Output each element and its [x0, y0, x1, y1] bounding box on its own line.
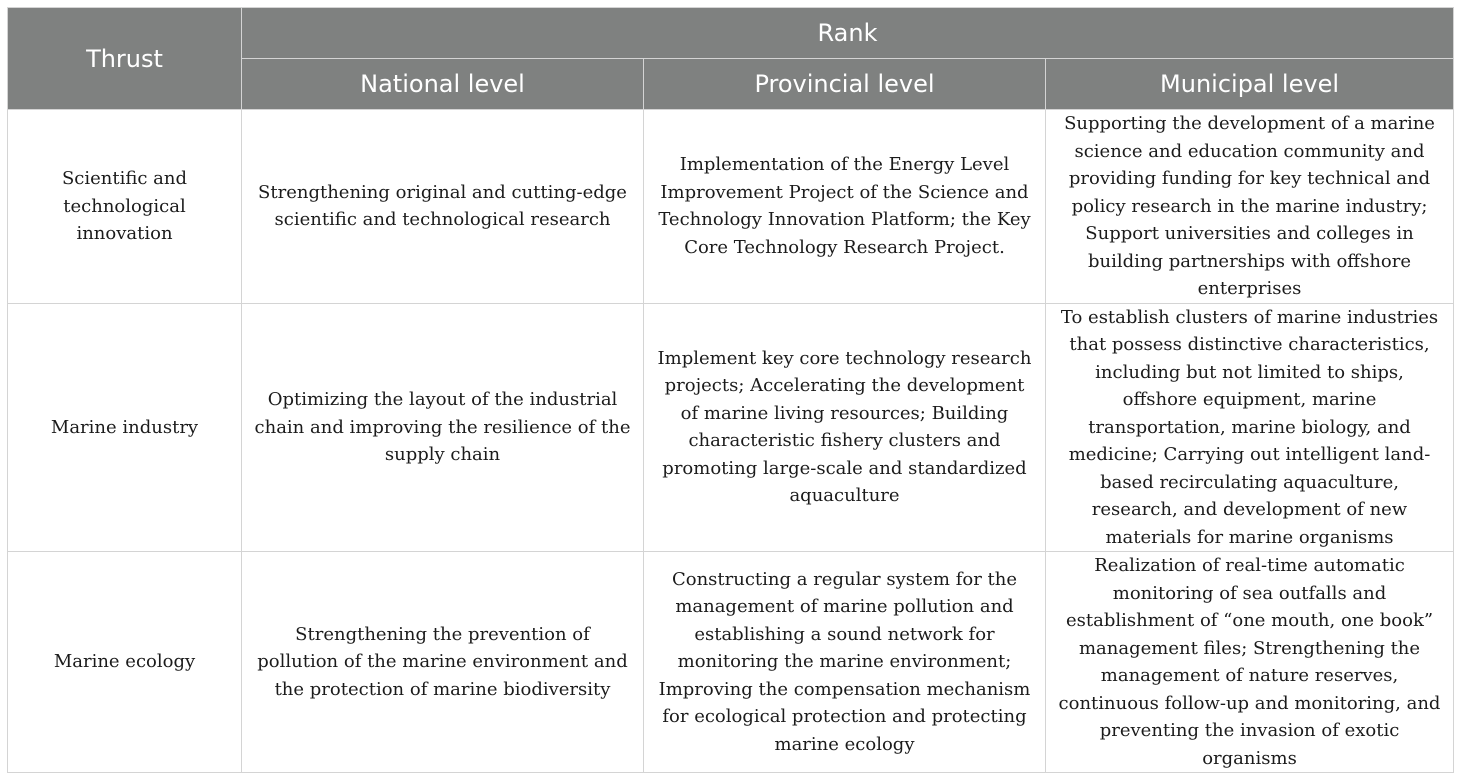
header-provincial-level: Provincial level — [644, 59, 1046, 110]
cell-provincial: Constructing a regular system for the management of marine pollution and establishing a sound network for monitoring the marine environment; Improving the compensation mechanism for ecological protection and protecting marine ecology — [644, 552, 1046, 773]
table-body — [8, 110, 1454, 773]
table-header — [8, 8, 1454, 110]
table-container — [7, 7, 1454, 773]
header-national-level: National level — [242, 59, 644, 110]
header-thrust: Thrust — [8, 8, 242, 110]
header-rank: Rank — [242, 8, 1454, 59]
header-row-top — [8, 8, 1454, 59]
cell-national: Optimizing the layout of the industrial chain and improving the resilience of the supply chain — [242, 303, 644, 552]
cell-municipal: Realization of real-time automatic monitoring of sea outfalls and establishment of “one mouth, one book” management files; Strengthening the management of nature reserves, continuous follow-up and monitoring, and preventing the invasion of exotic organisms — [1046, 552, 1454, 773]
cell-provincial: Implement key core technology research projects; Accelerating the development of marine living resources; Building characteristic fishery clusters and promoting large-scale and standardized aquaculture — [644, 303, 1046, 552]
cell-national: Strengthening the prevention of pollution of the marine environment and the protection of marine biodiversity — [242, 552, 644, 773]
header-municipal-level: Municipal level — [1046, 59, 1454, 110]
table-row — [8, 552, 1454, 773]
cell-thrust: Scientific and technological innovation — [8, 110, 242, 304]
cell-municipal: To establish clusters of marine industries that possess distinctive characteristics, including but not limited to ships, offshore equipment, marine transportation, marine biology, and medicine; Carrying out intelligent land-based recirculating aquaculture, research, and development of new materials for marine organisms — [1046, 303, 1454, 552]
table-row — [8, 303, 1454, 552]
table-row — [8, 110, 1454, 304]
cell-municipal: Supporting the development of a marine science and education community and providing funding for key technical and policy research in the marine industry; Support universities and colleges in building partnerships with offshore enterprises — [1046, 110, 1454, 304]
cell-thrust: Marine ecology — [8, 552, 242, 773]
policy-table — [7, 7, 1454, 773]
cell-provincial: Implementation of the Energy Level Improvement Project of the Science and Technology Innovation Platform; the Key Core Technology Research Project. — [644, 110, 1046, 304]
cell-thrust: Marine industry — [8, 303, 242, 552]
cell-national: Strengthening original and cutting-edge scientific and technological research — [242, 110, 644, 304]
